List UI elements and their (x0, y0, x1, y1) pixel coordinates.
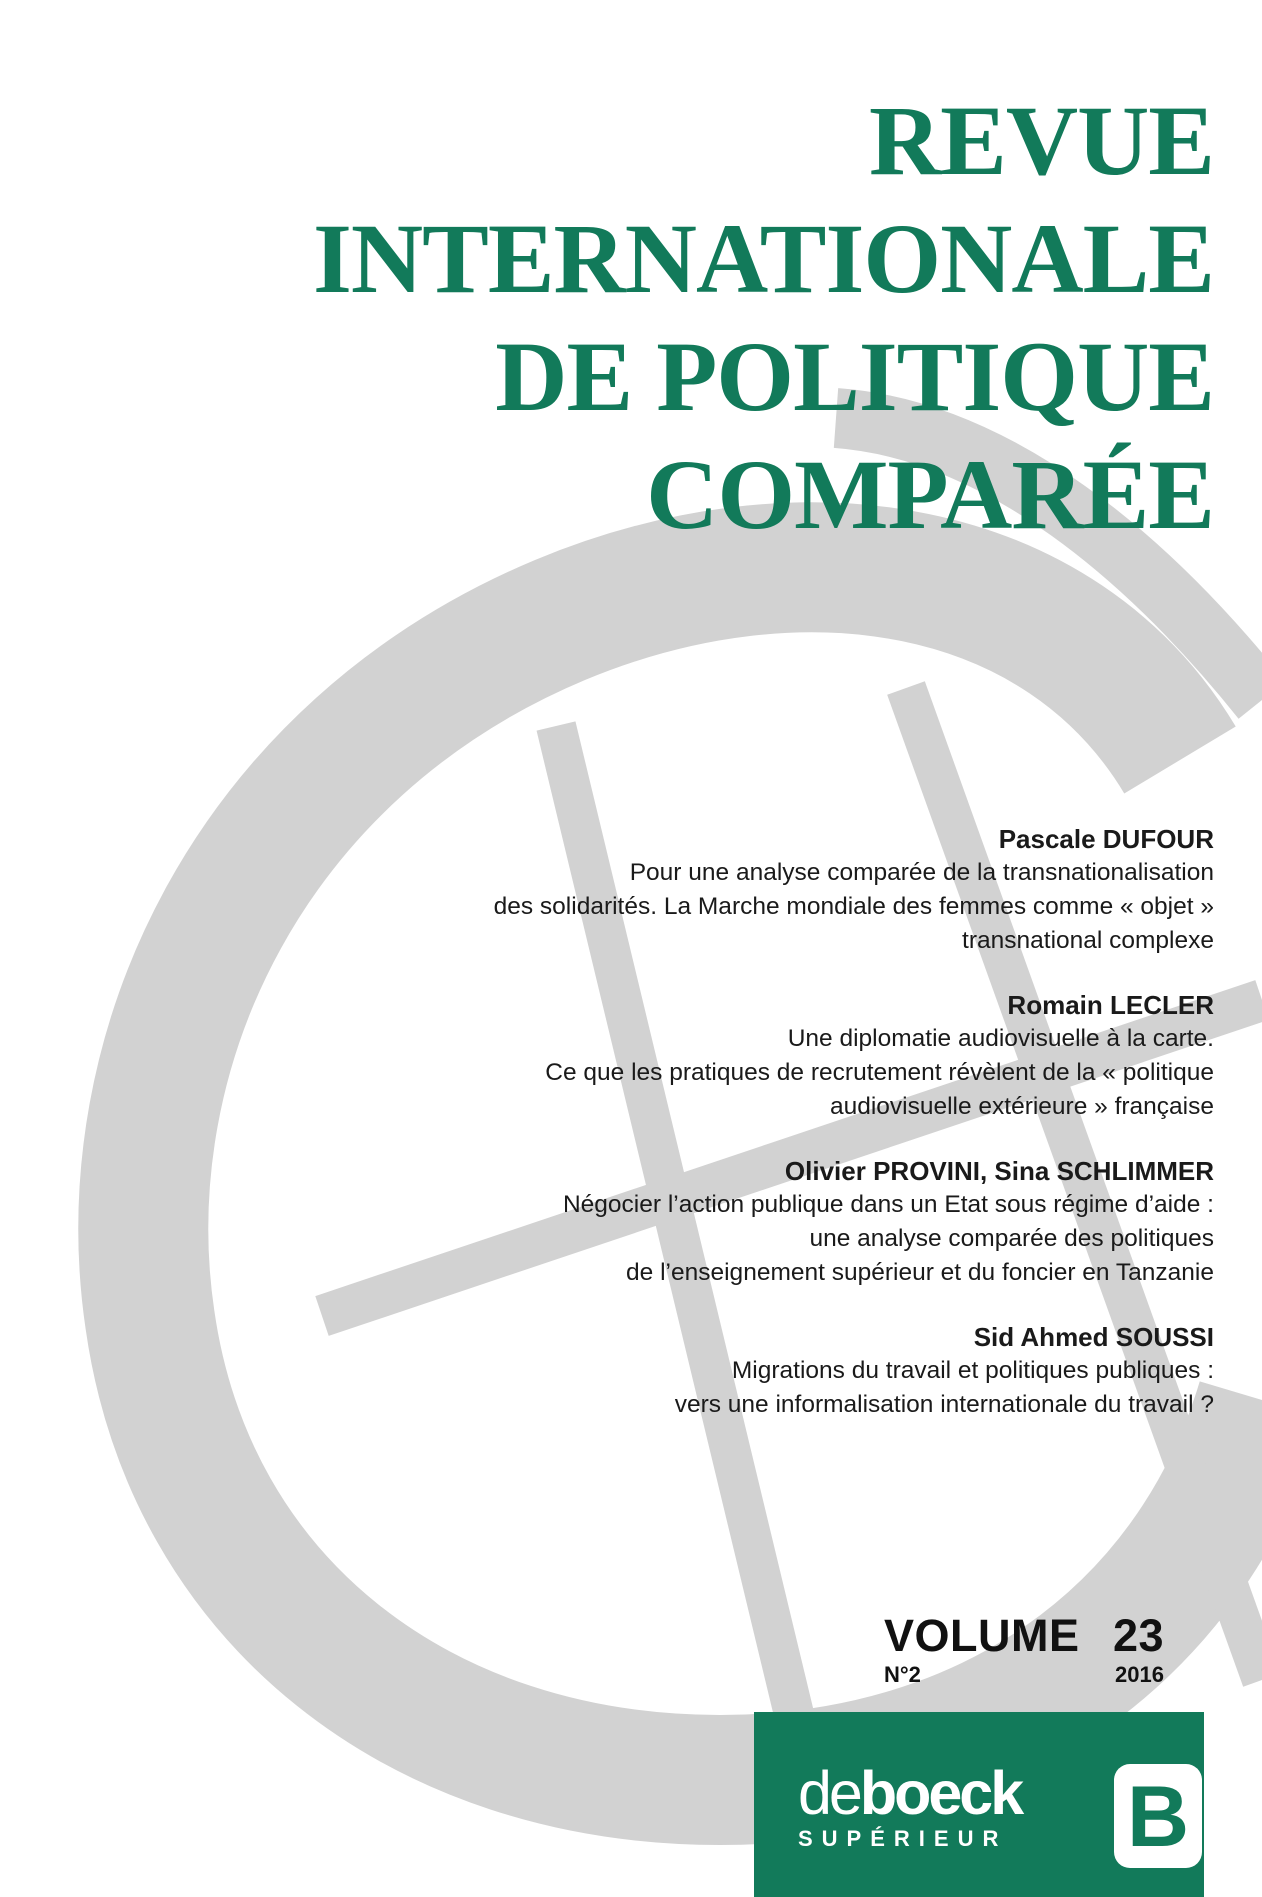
b-logo-icon (1114, 1764, 1202, 1868)
article-author: Romain LECLER (1007, 990, 1214, 1020)
table-of-contents (314, 822, 1214, 1452)
issue-number: N°2 (884, 1662, 921, 1687)
publisher-name-light: de (798, 1759, 860, 1827)
article-entry (314, 822, 1214, 958)
publisher-logo (754, 1712, 1204, 1897)
article-title-line: Pour une analyse comparée de la transnationalisation (629, 859, 1214, 886)
issue-info (884, 1612, 1164, 1688)
article-title-line: Ce que les pratiques de recrutement révèlent de la « politique (545, 1059, 1214, 1086)
issue-number-row (884, 1662, 1164, 1688)
b-logo-letter: B (1126, 1769, 1190, 1865)
article-title-line: Une diplomatie audiovisuelle à la carte. (787, 1025, 1214, 1052)
journal-title-line: REVUE (868, 85, 1214, 196)
article-title-line: Migrations du travail et politiques publiques : (731, 1357, 1214, 1384)
publisher-name-bold: boeck (859, 1759, 1022, 1827)
volume-number: 23 (1112, 1610, 1164, 1661)
volume-label: VOLUME (884, 1610, 1080, 1661)
article-title-line: transnational complexe (962, 927, 1214, 954)
article-author: Sid Ahmed SOUSSI (973, 1322, 1214, 1352)
article-title-line: Négocier l’action publique dans un Etat sous régime d’aide : (562, 1191, 1214, 1218)
article-title-line: des solidarités. La Marche mondiale des femmes comme « objet » (493, 893, 1214, 920)
article-title-line: une analyse comparée des politiques (809, 1225, 1214, 1252)
journal-title-line: INTERNATIONALE (313, 203, 1214, 314)
issue-year: 2016 (1115, 1662, 1164, 1687)
journal-title (74, 82, 1214, 554)
journal-title-line: DE POLITIQUE (495, 321, 1214, 432)
article-title-line: vers une informalisation internationale du travail ? (674, 1391, 1214, 1418)
journal-title-line: COMPARÉE (646, 439, 1214, 550)
publisher-subline: SUPÉRIEUR (798, 1826, 1008, 1851)
article-title-line: de l’enseignement supérieur et du foncier en Tanzanie (626, 1259, 1214, 1286)
article-entry (314, 1154, 1214, 1290)
publisher-wordmark (798, 1759, 1128, 1852)
article-author: Pascale DUFOUR (998, 824, 1214, 854)
article-entry (314, 988, 1214, 1124)
article-title-line: audiovisuelle extérieure » française (829, 1093, 1214, 1120)
volume-row (884, 1612, 1164, 1660)
article-entry (314, 1320, 1214, 1422)
publisher-name (798, 1759, 1128, 1827)
article-author: Olivier PROVINI, Sina SCHLIMMER (784, 1156, 1214, 1186)
